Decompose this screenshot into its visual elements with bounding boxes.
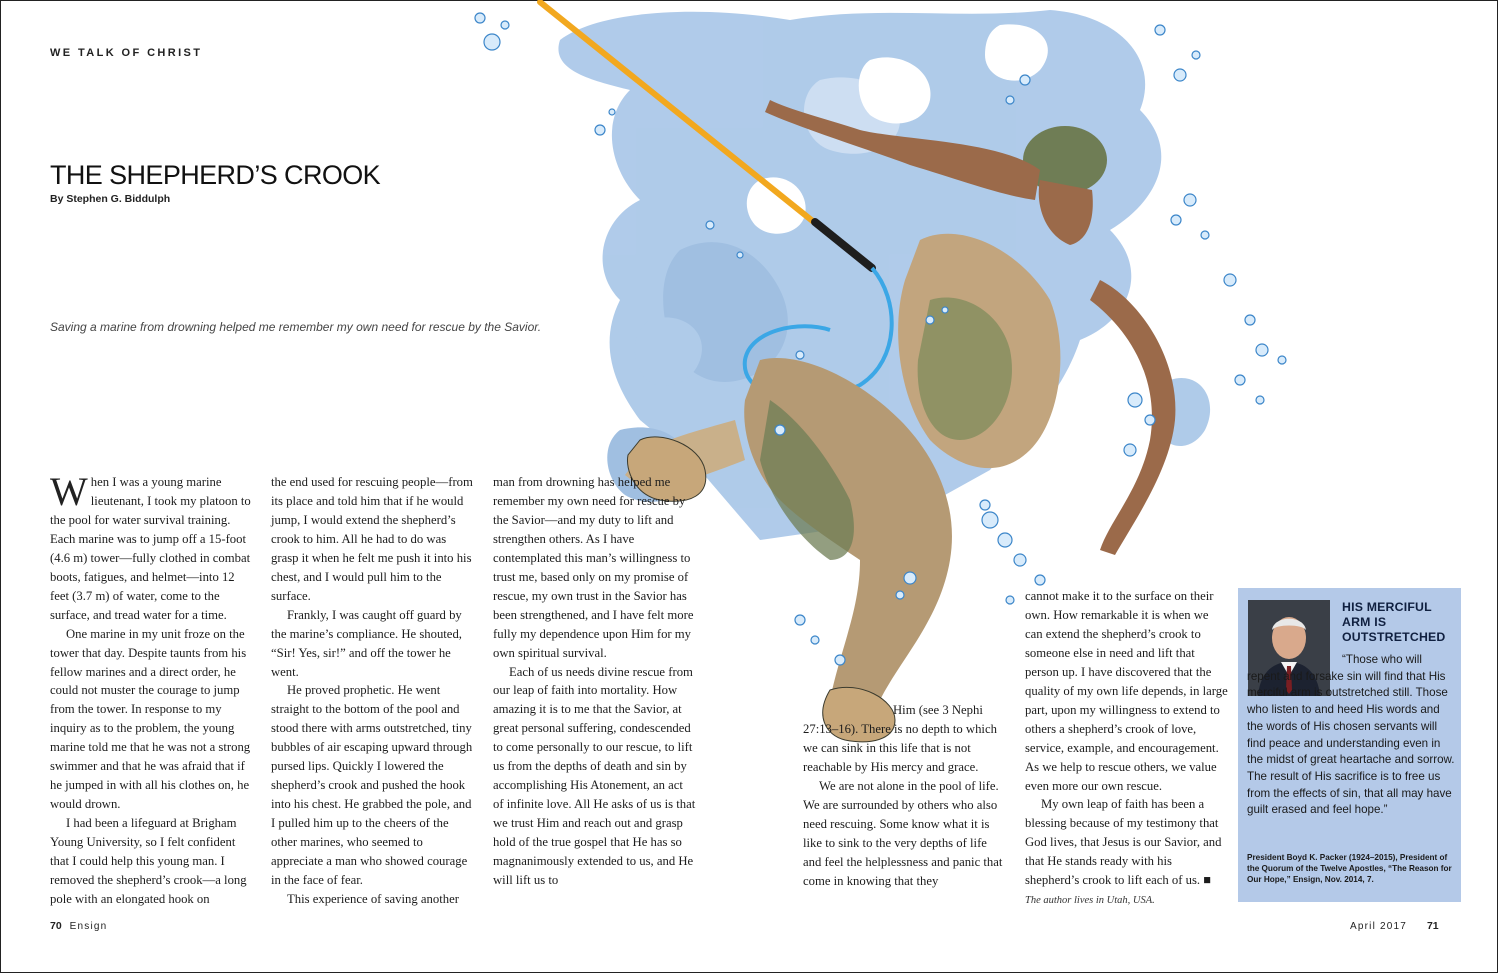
sidebar-title: HIS MERCIFUL ARM IS OUTSTRETCHED [1342, 600, 1446, 644]
author-note: The author lives in Utah, USA. [1025, 895, 1155, 907]
article-dek: Saving a marine from drowning helped me remember my own need for rescue by the Savior. [50, 320, 542, 334]
quote-sidebar [1238, 588, 1461, 902]
text-column-5 [1025, 587, 1228, 911]
article-title: THE SHEPHERD’S CROOK [50, 160, 381, 190]
text-column-1 [50, 469, 255, 909]
paragraph: hen I was a young marine lieutenant, I took my platoon to the pool for water survival training. Each marine was to jump off a 15-foot (4.6 m) tower—fully clothed in combat boots, fatigues, and helmet—into 12 feet (3.7 m) of water, come to the surface, and tread water for a time. [50, 475, 251, 622]
magazine-name: Ensign [69, 921, 108, 932]
paragraph: cannot make it to the surface on their own. How remarkable it is when we can extend the shepherd’s crook to someone else in need and lift that person up. I have discovered that the quality of my own life depends, in large part, upon my willingness to extend to others a shepherd’s crook of love, service, example, and encouragement. As we help to rescue others, we value even more our own rescue. [1025, 589, 1228, 793]
paragraph: We are not alone in the pool of life. We are surrounded by others who also need rescuing. Some know what it is like to sink to the very depths of life and feel the helplessness and panic that come in knowing that they [803, 778, 1003, 888]
issue-date: April 2017 [1350, 921, 1408, 932]
paragraph: This experience of saving another [287, 891, 459, 906]
text-column-3 [493, 473, 696, 890]
paragraph: Each of us needs divine rescue from our leap of faith into mortality. How amazing it is to me that the Savior, at great personal suffering, condescended to come personally to our rescue, to lift us from the depths of death and sin by accomplishing His Atonement, an act of infinite love. All He asks of us is that we trust Him and reach out and grasp hold of the true gospel that He has so magnanimously extended to us, and He will lift us to [493, 664, 696, 888]
text-column-4 [803, 701, 1006, 891]
sidebar-citation: President Boyd K. Packer (1924–2015), President of the Quorum of the Twelve Apostles, “The Reason for Our Hope,” Ensign, Nov. 2014, 7. [1247, 853, 1452, 884]
sidebar-quote: “Those who will repent and forsake sin will find that His merciful arm is outstretched still. Those who listen to and heed His words and the words of His chosen servants will find peace and understanding even in the midst of great heartache and sorrow. The result of His sacrifice is to free us from the effects of sin, that all may have guilt erased and feel hope.” [1247, 653, 1455, 817]
folio-left [50, 920, 107, 932]
paragraph: One marine in my unit froze on the tower that day. Despite taunts from his fellow marines and a direct order, he could not muster the courage to jump from the tower. In response to my inquiry as to the problem, the young marine told me that he was not a strong swimmer and that he was afraid that if he jumped in with all his clothes on, he would drown. [50, 626, 251, 812]
byline: By Stephen G. Biddulph [50, 193, 171, 205]
paragraph: He proved prophetic. He went straight to the bottom of the pool and stood there with arms outstretched, tiny bubbles of air escaping upward through pursed lips. Quickly I lowered the shepherd’s crook and pushed the hook into his chest. He grabbed the pole, and I pulled him up to the cheers of the other marines, who seemed to appreciate a man who showed courage in the face of fear. [271, 683, 473, 888]
paragraph: Frankly, I was caught off guard by the marine’s compliance. He shouted, “Sir! Yes, sir!” and off the tower he went. [271, 607, 462, 679]
folio-right [1350, 920, 1439, 932]
drop-cap: W [50, 469, 88, 514]
paragraph: I had been a lifeguard at Brigham Young University, so I felt confident that I could help this young man. I removed the shepherd’s crook—a long pole with an elongated hook on [50, 816, 247, 906]
section-label: WE TALK OF CHRIST [50, 47, 203, 59]
page-number-left: 70 [50, 920, 62, 932]
page-number-right: 71 [1426, 920, 1439, 932]
paragraph: Him (see 3 Nephi 27:13–16). There is no depth to which we can sink in this life that is not reachable by His mercy and grace. [803, 703, 997, 774]
paragraph: My own leap of faith has been a blessing because of my testimony that God lives, that Jesus is our Savior, and that He stands ready with his shepherd’s crook to lift each of us. ■ [1025, 797, 1222, 888]
paragraph: man from drowning has helped me remember my own need for rescue by the Savior—and my duty to lift and strengthen others. As I have contemplated this man’s willingness to trust me, based only on my promise of rescue, my own trust in the Savior has been strengthened, and I have felt more fully my dependence upon Him for my own spiritual survival. [493, 475, 694, 660]
paragraph: the end used for rescuing people—from its place and told him that if he would jump, I would extend the shepherd’s crook to him. All he had to do was grasp it when he felt me push it into his chest, and I would pull him to the surface. [271, 475, 473, 603]
text-column-2 [271, 473, 473, 909]
